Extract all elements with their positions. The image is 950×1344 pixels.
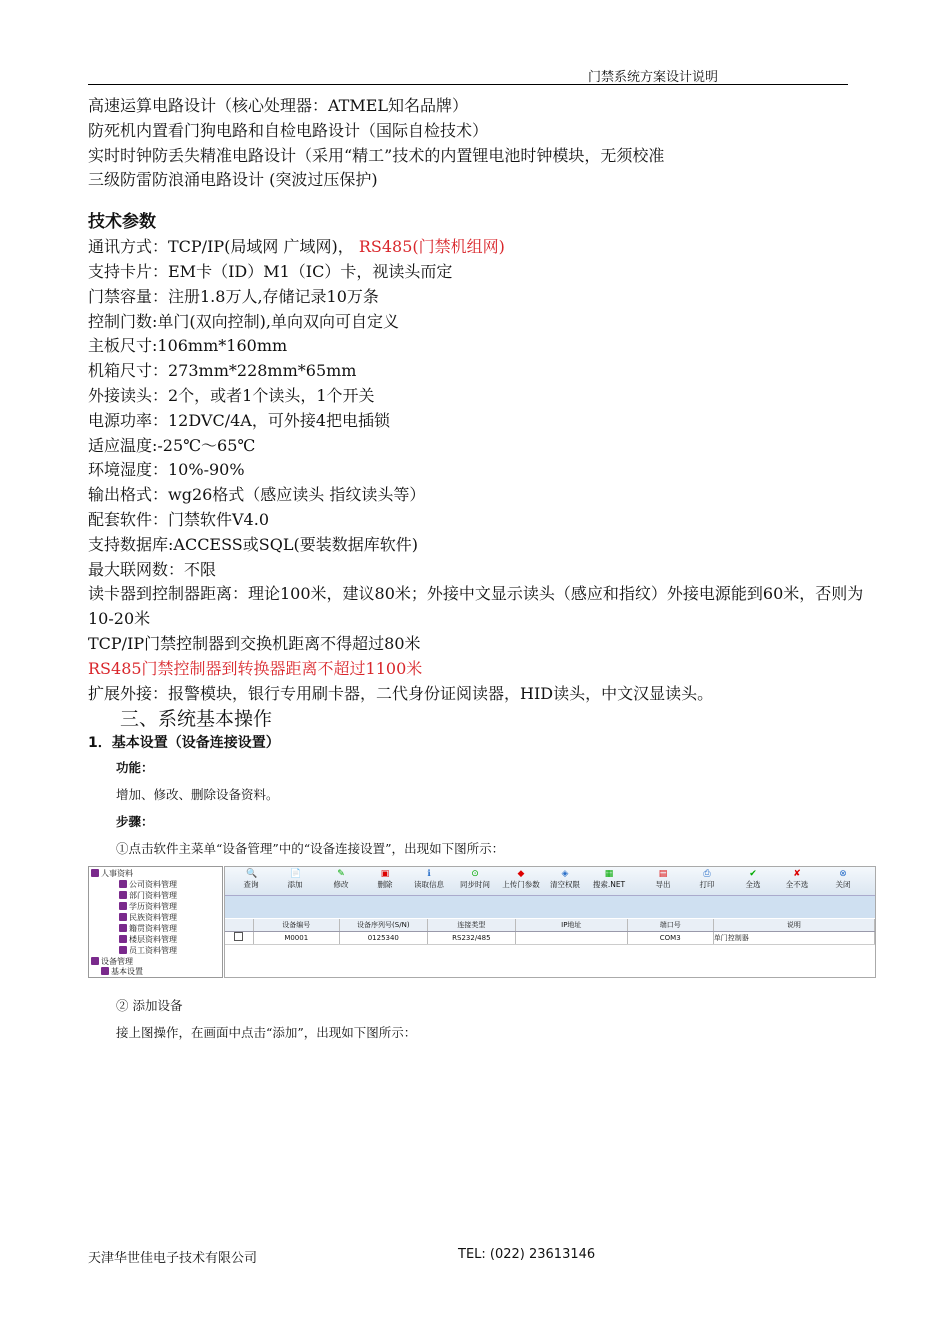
footer-tel: TEL: (022) 23613146 (458, 1247, 596, 1262)
修改-icon: ✎ (337, 869, 345, 879)
device-panel (224, 866, 876, 978)
tech-line: 电源功率：12DVC/4A，可外接4把电插锁 (88, 410, 391, 430)
column-header[interactable]: 说明 (714, 919, 875, 931)
column-header[interactable]: 端口号 (628, 919, 714, 931)
row-checkbox[interactable] (225, 932, 254, 944)
book-icon (119, 946, 127, 954)
column-header[interactable]: 连接类型 (428, 919, 516, 931)
tech-line: 门禁容量：注册1.8万人,存储记录10万条 (88, 286, 379, 306)
toolbar-label: 打印 (699, 880, 715, 889)
全选-icon: ✔ (749, 869, 757, 879)
filter-band (225, 896, 875, 918)
distance-line: 读卡器到控制器距离：理论100米，建议80米；外接中文显示读头（感应和指纹）外接电源能到60米，否则为10-20米 (88, 584, 864, 629)
删除-icon: ▣ (380, 869, 390, 879)
comm-prefix: 通讯方式：TCP/IP(局域网 广域网)， (88, 237, 354, 257)
全不选-icon: ✘ (793, 869, 801, 879)
tech-line: 环境湿度：10%-90% (88, 460, 245, 480)
tech-line: 主板尺寸:106mm*160mm (88, 336, 288, 356)
toolbar-button[interactable] (501, 869, 541, 891)
toolbar-label: 同步时间 (460, 880, 490, 889)
document-body-2 (88, 992, 878, 1046)
software-screenshot (88, 866, 874, 978)
book-icon (91, 957, 99, 965)
查询-icon: 🔍 (246, 869, 258, 879)
header-title: 门禁系统方案设计说明 (587, 70, 718, 85)
读取信息-icon: ℹ (427, 869, 431, 879)
func-label: 功能： (116, 760, 154, 776)
tech-line: 输出格式：wg26格式（感应读头 指纹读头等） (88, 485, 426, 505)
toolbar-button[interactable] (321, 869, 361, 891)
table-row[interactable] (225, 932, 875, 945)
comm-red: RS485(门禁机组网) (358, 237, 505, 257)
book-icon (119, 891, 127, 899)
tech-line: 外接读头：2个，或者1个读头，1个开关 (88, 385, 375, 405)
toolbar-label: 关闭 (835, 880, 851, 889)
intro-line: 高速运算电路设计（核心处理器：ATMEL知名品牌） (88, 96, 469, 115)
toolbar-button[interactable] (823, 869, 863, 891)
toolbar-button[interactable] (365, 869, 405, 891)
tech-line: 最大联网数：不限 (88, 559, 217, 579)
添加-icon: 📄 (290, 869, 302, 879)
toolbar-button[interactable] (777, 869, 817, 891)
book-icon (119, 902, 127, 910)
toolbar-label: 全选 (745, 880, 761, 889)
toolbar-label: 全不选 (785, 880, 809, 889)
toolbar-label: 添加 (287, 880, 303, 889)
toolbar-button[interactable] (733, 869, 773, 891)
tree-item-basic[interactable]: 基本设置 (101, 967, 143, 977)
打印-icon: ⎙ (703, 869, 711, 879)
intro-line: 实时时钟防丢失精准电路设计（采用“精工”技术的内置锂电池时钟模块，无须校准 (88, 145, 665, 165)
关闭-icon: ⊗ (839, 869, 847, 879)
tree-item[interactable]: 民族资料管理 (119, 913, 177, 923)
导出-icon: ▤ (658, 869, 668, 879)
清空权限-icon: ◈ (561, 869, 569, 879)
book-icon (119, 935, 127, 943)
book-icon (91, 869, 99, 877)
搜索.NET-icon: ▦ (604, 869, 614, 879)
toolbar-button[interactable] (643, 869, 683, 891)
footer-company: 天津华世佳电子技术有限公司 (88, 1251, 258, 1266)
tech-line: 支持数据库:ACCESS或SQL(要装数据库软件) (88, 534, 418, 554)
tree-root-device[interactable]: 设备管理 (91, 957, 133, 967)
上传门参数-icon: ◆ (517, 869, 525, 879)
column-header[interactable] (225, 919, 254, 931)
toolbar-button[interactable] (687, 869, 727, 891)
tech-line: 支持卡片：EM卡（ID）M1（IC）卡，视读头而定 (88, 261, 453, 281)
toolbar-button[interactable] (409, 869, 449, 891)
step2-title: ② 添加设备 (116, 998, 183, 1013)
toolbar-label: 搜索.NET (592, 880, 626, 889)
rs485-line: RS485门禁控制器到转换器距离不超过1100米 (88, 658, 423, 678)
tech-line: 适应温度:-25℃～65℃ (88, 435, 256, 455)
intro-line: 三级防雷防浪涌电路设计 (突波过压保护) (88, 170, 378, 190)
steps-label: 步骤： (116, 814, 154, 830)
nav-tree (88, 866, 223, 978)
toolbar-label: 修改 (333, 880, 349, 889)
toolbar-label: 删除 (377, 880, 393, 889)
tree-item[interactable]: 籍贯资料管理 (119, 924, 177, 934)
tech-heading: 技术参数 (88, 212, 156, 233)
tech-line: 控制门数:单门(双向控制),单向双向可自定义 (88, 311, 399, 331)
table-cell: COM3 (628, 932, 714, 944)
tree-item[interactable]: 公司资料管理 (119, 880, 177, 890)
tree-root-personnel[interactable]: 人事资料 (91, 869, 133, 879)
grid-header (225, 919, 875, 932)
tree-item[interactable]: 员工资料管理 (119, 946, 177, 956)
tree-item[interactable]: 部门资料管理 (119, 891, 177, 901)
同步时间-icon: ⊙ (471, 869, 479, 879)
book-icon (101, 967, 109, 975)
toolbar-label: 清空权限 (550, 880, 580, 889)
tech-line: 配套软件：门禁软件V4.0 (88, 509, 270, 529)
toolbar-button[interactable] (545, 869, 585, 891)
tree-item[interactable]: 学历资料管理 (119, 902, 177, 912)
table-cell (516, 932, 628, 944)
toolbar-button[interactable] (231, 869, 271, 891)
toolbar-button[interactable] (589, 869, 629, 891)
table-cell: RS232/485 (428, 932, 516, 944)
subsection-title: 1．基本设置（设备连接设置） (88, 735, 280, 752)
comm-line (88, 235, 878, 260)
section-title: 三、系统基本操作 (120, 708, 273, 731)
table-cell: M0001 (254, 932, 340, 944)
step1-text: ①点击软件主菜单“设备管理”中的“设备连接设置”，出现如下图所示： (116, 841, 505, 857)
toolbar-label: 上传门参数 (502, 880, 540, 889)
tree-item[interactable]: 楼层资料管理 (119, 935, 177, 945)
column-header[interactable]: 设备编号 (254, 919, 340, 931)
toolbar-label: 查询 (243, 880, 259, 889)
tech-line: 机箱尺寸：273mm*228mm*65mm (88, 361, 357, 381)
toolbar (225, 867, 875, 896)
book-icon (119, 880, 127, 888)
page-header (88, 64, 848, 85)
toolbar-label: 读取信息 (414, 880, 444, 889)
ext-line: 扩展外接：报警模块，银行专用刷卡器，二代身份证阅读器，HID读头，中文汉显读头。 (88, 683, 714, 703)
table-cell: 0125340 (340, 932, 428, 944)
func-text: 增加、修改、删除设备资料。 (116, 787, 279, 803)
toolbar-button[interactable] (275, 869, 315, 891)
tcp-line: TCP/IP门禁控制器到交换机距离不得超过80米 (88, 633, 421, 653)
toolbar-button[interactable] (455, 869, 495, 891)
toolbar-label: 导出 (655, 880, 671, 889)
column-header[interactable]: 设备序列号(S/N) (340, 919, 428, 931)
document-body (88, 94, 878, 862)
step2-text: 接上图操作，在画面中点击“添加”，出现如下图所示： (116, 1025, 417, 1040)
book-icon (119, 924, 127, 932)
book-icon (119, 913, 127, 921)
table-cell: 单门控制器 (714, 932, 875, 944)
column-header[interactable]: IP地址 (516, 919, 628, 931)
intro-line: 防死机内置看门狗电路和自检电路设计（国际自检技术） (88, 120, 489, 140)
